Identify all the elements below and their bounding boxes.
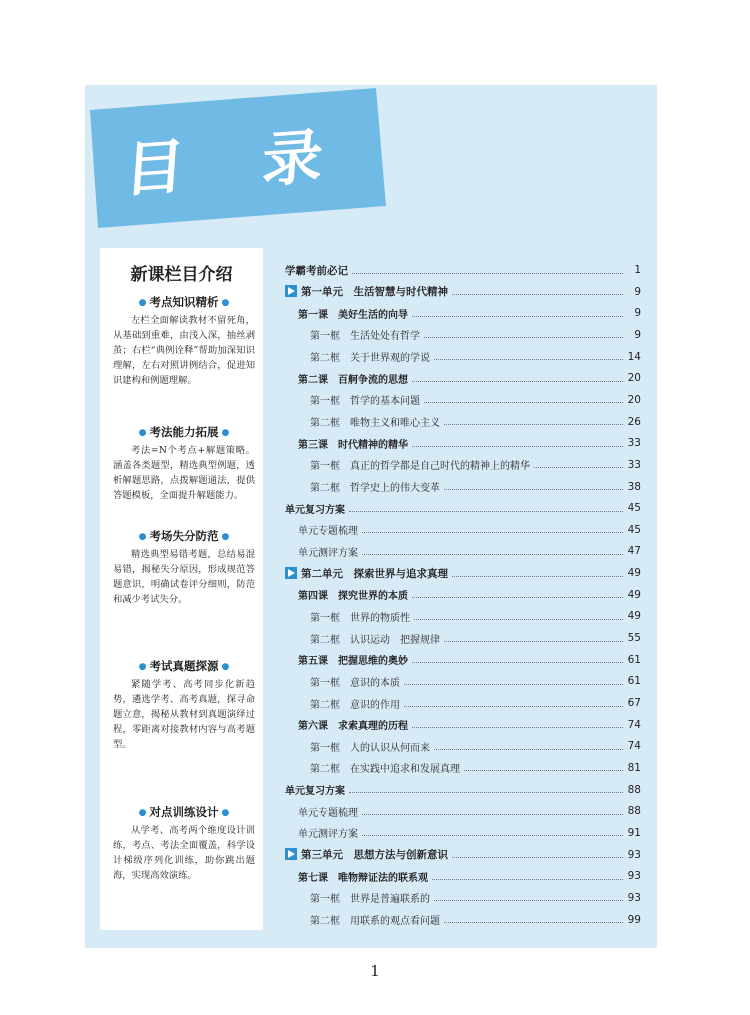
toc-page-number: 88	[627, 805, 641, 818]
dot-leader	[444, 641, 623, 642]
dot-icon: ●	[138, 662, 147, 672]
toc-entry[interactable]	[285, 607, 641, 625]
intro-section	[113, 424, 255, 503]
dot-icon: ●	[138, 298, 147, 308]
toc-entry-label: 单元专题梳理	[298, 526, 358, 538]
toc-entry[interactable]	[285, 499, 641, 517]
dot-leader	[352, 273, 623, 274]
section-body: 精选典型易错考题，总结易混易错，揭秘失分原因，形成规范答题意识，明确试卷评分细则，防范和减少考试失分。	[113, 549, 255, 605]
toc-page-number: 14	[627, 350, 641, 363]
intro-section	[113, 528, 255, 607]
toc-page-number: 49	[627, 588, 641, 601]
toc-entry[interactable]	[285, 586, 641, 604]
dot-icon: ●	[138, 808, 147, 818]
intro-title: 新课栏目介绍	[130, 265, 233, 285]
toc-entry[interactable]	[285, 304, 641, 322]
toc-entry[interactable]	[285, 759, 641, 777]
toc-page-number: 88	[627, 783, 641, 796]
toc-entry-label: 第五课 把握思维的奥妙	[298, 656, 408, 668]
toc-entry-label: 第二框 意识的作用	[310, 699, 400, 711]
toc-page-number: 45	[627, 523, 641, 536]
dot-leader	[414, 619, 623, 620]
dot-leader	[444, 922, 623, 923]
dot-leader	[432, 879, 623, 880]
toc-entry-label: 第六课 求索真理的历程	[298, 721, 408, 733]
toc-entry[interactable]	[285, 867, 641, 885]
toc-entry[interactable]	[285, 391, 641, 409]
intro-section	[113, 294, 255, 388]
dot-leader	[412, 662, 623, 663]
toc-entry[interactable]	[285, 348, 641, 366]
toc-entry[interactable]	[285, 326, 641, 344]
toc-page-number: 67	[627, 697, 641, 709]
toc-entry-label: 单元专题梳理	[298, 807, 358, 819]
toc-page-number: 93	[627, 848, 641, 861]
dot-leader	[412, 727, 623, 728]
play-arrow-icon	[285, 567, 297, 579]
page-title: 目 录	[121, 120, 354, 206]
dot-leader	[412, 381, 623, 382]
toc-page-number: 33	[627, 458, 641, 471]
section-body: 紧随学考、高考同步化新趋势，遴选学考、高考真题，探寻命题立意，揭秘从教材到真题演绎过程，零距离对接教材内容与高考题型。	[113, 679, 255, 750]
dot-leader	[452, 857, 623, 858]
toc-entry[interactable]	[285, 283, 641, 301]
toc-entry[interactable]	[285, 413, 641, 431]
intro-section	[113, 658, 255, 752]
toc-entry[interactable]	[285, 889, 641, 907]
toc-entry-label: 第二框 认识运动 把握规律	[310, 634, 440, 646]
toc-entry[interactable]	[285, 261, 641, 279]
toc-entry[interactable]	[285, 802, 641, 820]
section-heading: ● 对点训练设计 ●	[113, 804, 255, 820]
toc-page-number: 33	[627, 437, 641, 450]
dot-leader	[404, 684, 623, 685]
toc-entry[interactable]	[285, 369, 641, 387]
dot-icon: ●	[221, 298, 230, 308]
play-arrow-icon	[285, 848, 297, 860]
dot-leader	[412, 446, 623, 447]
toc-entry-label: 第四课 探究世界的本质	[298, 591, 408, 603]
intro-section	[113, 804, 255, 883]
section-heading: ● 考场失分防范 ●	[113, 528, 255, 544]
toc-page-number: 81	[627, 761, 641, 774]
toc-entry[interactable]	[285, 651, 641, 669]
dot-leader	[412, 597, 623, 598]
toc-entry-label: 第一框 世界的物质性	[310, 612, 410, 624]
dot-leader	[362, 835, 623, 836]
toc-entry-label: 第一框 哲学的基本问题	[310, 396, 420, 408]
toc-page-number: 74	[627, 740, 641, 753]
section-body: 左栏全面解读教材不留死角，从基础到重难，由浅入深，抽丝剥茧；右栏“典例诠释”帮助加深知识理解，左右对照讲例结合，促进知识建构和例题理解。	[113, 315, 255, 386]
toc-entry-label: 单元测评方案	[298, 547, 358, 559]
toc-entry-label: 第二课 百舸争流的思想	[298, 374, 408, 386]
toc-entry-label: 第一框 世界是普遍联系的	[310, 894, 430, 906]
toc-entry[interactable]	[285, 478, 641, 496]
dot-leader	[424, 337, 623, 338]
toc-page-number: 45	[627, 502, 641, 515]
toc-entry-label: 第二框 关于世界观的学说	[310, 353, 430, 365]
toc-page-number: 20	[627, 372, 641, 385]
toc-entry-label: 第三单元 思想方法与创新意识	[285, 847, 448, 862]
dot-leader	[404, 706, 623, 707]
dot-icon: ●	[138, 428, 147, 438]
toc-entry[interactable]	[285, 911, 641, 929]
toc-entry-label: 学霸考前必记	[285, 264, 348, 277]
toc-entry[interactable]	[285, 716, 641, 734]
section-heading: ● 考点知识精析 ●	[113, 294, 255, 310]
toc-entry-label: 第七课 唯物辩证法的联系观	[298, 872, 428, 884]
toc-entry[interactable]	[285, 846, 641, 864]
dot-leader	[349, 792, 623, 793]
dot-icon: ●	[138, 532, 147, 542]
toc-entry[interactable]	[285, 434, 641, 452]
dot-leader	[362, 814, 623, 815]
toc-entry[interactable]	[285, 781, 641, 799]
toc-page-number: 47	[627, 545, 641, 558]
dot-icon: ●	[221, 532, 230, 542]
toc-entry[interactable]	[285, 564, 641, 582]
toc-entry[interactable]	[285, 629, 641, 647]
toc-entry-label: 第二单元 探索世界与追求真理	[285, 566, 448, 581]
toc-entry[interactable]	[285, 521, 641, 539]
toc-page-number: 91	[627, 826, 641, 839]
section-body: 考法=N个考点+解题策略。涵盖各类题型，精选典型例题，透析解题思路，点拨解题通法，提供答题模板，全面提升解题能力。	[113, 445, 255, 501]
dot-leader	[434, 900, 623, 901]
toc-page-number: 49	[627, 567, 641, 580]
play-arrow-icon	[285, 285, 297, 297]
toc-page-number: 1	[634, 264, 641, 276]
dot-leader	[444, 489, 623, 490]
toc-entry-label: 第一框 生活处处有哲学	[310, 331, 420, 343]
toc-entry[interactable]	[285, 456, 641, 474]
dot-icon: ●	[221, 662, 230, 672]
dot-leader	[452, 294, 623, 295]
toc-page-number: 20	[627, 393, 641, 406]
toc-entry-label: 第一单元 生活智慧与时代精神	[285, 284, 448, 299]
toc-entry-label: 第二框 哲学史上的伟大变革	[310, 483, 440, 494]
toc-page-number: 74	[627, 718, 641, 731]
toc-entry-label: 第一课 美好生活的向导	[298, 309, 408, 321]
toc-page-number: 38	[627, 480, 641, 493]
toc-page-number: 99	[627, 913, 641, 926]
toc-page-number: 9	[634, 307, 641, 320]
section-heading: ● 考试真题探源 ●	[113, 658, 255, 674]
dot-leader	[464, 770, 623, 771]
dot-leader	[362, 532, 623, 533]
toc-entry[interactable]	[285, 737, 641, 755]
toc-page-number: 93	[627, 870, 641, 883]
toc-entry-label: 第一框 人的认识从何而来	[310, 742, 430, 754]
page-number: 1	[370, 962, 380, 980]
dot-leader	[362, 554, 623, 555]
toc-entry[interactable]	[285, 824, 641, 842]
toc-entry-label: 单元复习方案	[285, 786, 345, 798]
toc-entry[interactable]	[285, 694, 641, 712]
dot-leader	[412, 316, 623, 317]
toc-page-number: 9	[634, 285, 641, 298]
toc-entry-label: 第一框 真正的哲学都是自己时代的精神上的精华	[310, 461, 530, 473]
toc-entry-label: 第二框 在实践中追求和发展真理	[310, 764, 460, 776]
toc-page-number: 49	[627, 610, 641, 623]
toc-entry-label: 单元测评方案	[298, 829, 358, 841]
toc-page-number: 93	[627, 891, 641, 904]
toc-entry-label: 第二框 唯物主义和唯心主义	[310, 418, 440, 430]
dot-leader	[424, 402, 623, 403]
toc-entry-label: 单元复习方案	[285, 504, 345, 516]
section-heading: ● 考法能力拓展 ●	[113, 424, 255, 440]
intro-box	[100, 248, 263, 930]
toc-page-number: 61	[627, 675, 641, 688]
toc-entry-label: 第二框 用联系的观点看问题	[310, 916, 440, 927]
dot-icon: ●	[221, 428, 230, 438]
dot-leader	[534, 467, 623, 468]
toc-page-number: 61	[627, 653, 641, 666]
toc-entry[interactable]	[285, 672, 641, 690]
section-body: 从学考、高考两个维度设计训练，考点、考法全面覆盖，科学设计梯级序列化训练，助你跳出题海，实现高效演练。	[113, 825, 255, 881]
dot-leader	[349, 511, 623, 512]
toc-entry-label: 第一框 意识的本质	[310, 677, 400, 689]
toc-page-number: 26	[627, 415, 641, 428]
toc-entry[interactable]	[285, 542, 641, 560]
toc-page-number: 55	[627, 632, 641, 645]
title-banner	[88, 88, 388, 228]
dot-leader	[434, 749, 623, 750]
dot-icon: ●	[221, 808, 230, 818]
dot-leader	[434, 359, 623, 360]
dot-leader	[452, 576, 623, 577]
dot-leader	[444, 424, 623, 425]
toc-page-number: 9	[634, 328, 641, 341]
toc-entry-label: 第三课 时代精神的精华	[298, 439, 408, 451]
